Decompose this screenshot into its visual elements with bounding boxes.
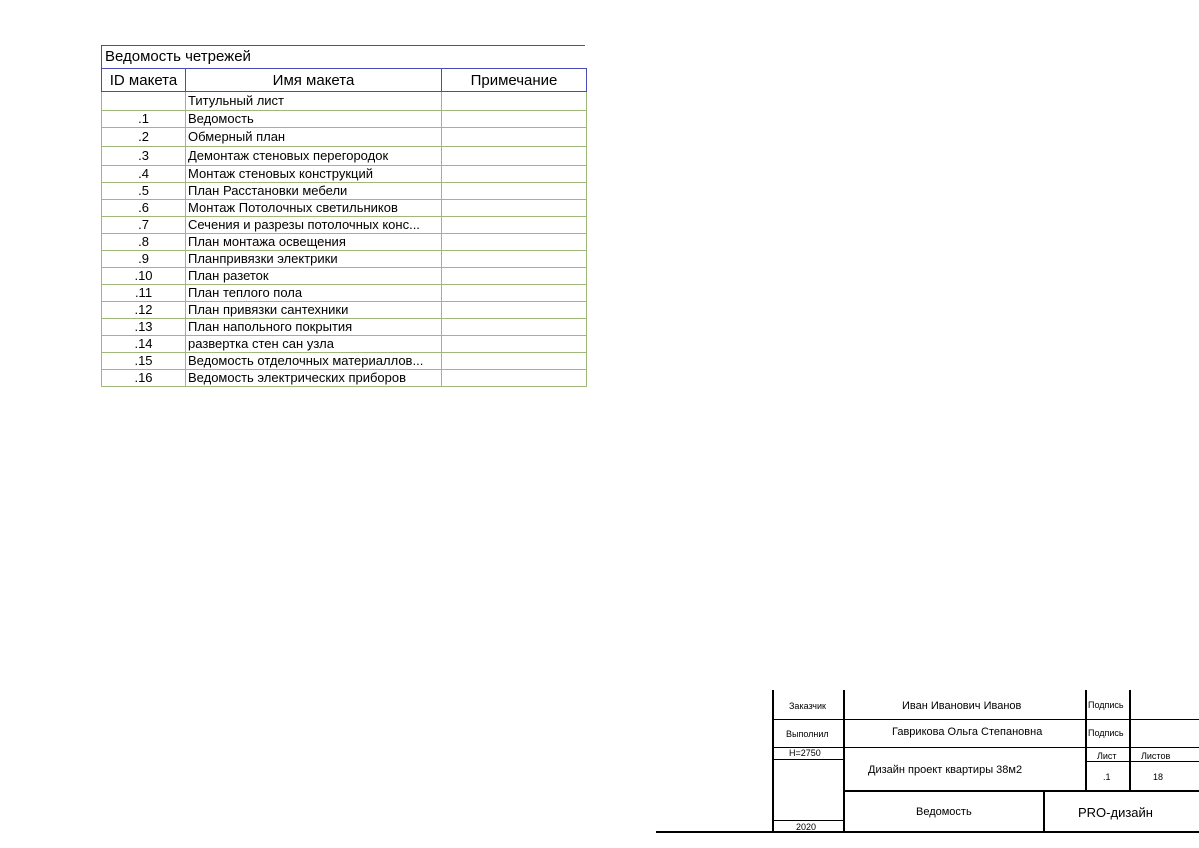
performer-name: Гаврикова Ольга Степановна xyxy=(892,726,1043,738)
cell-note xyxy=(442,370,587,387)
cell-id: .3 xyxy=(102,147,186,166)
cell-name: План Расстановки мебели xyxy=(186,183,442,200)
table-row xyxy=(102,285,587,302)
cell-id: .4 xyxy=(102,166,186,183)
column-header-name: Имя макета xyxy=(186,69,442,92)
cell-id: .8 xyxy=(102,234,186,251)
table-row xyxy=(102,319,587,336)
cell-name: План монтажа освещения xyxy=(186,234,442,251)
cell-id: .14 xyxy=(102,336,186,353)
cell-note xyxy=(442,217,587,234)
table-row xyxy=(102,128,587,147)
cell-id xyxy=(102,92,186,111)
cell-id: .13 xyxy=(102,319,186,336)
table-row xyxy=(102,336,587,353)
cell-id: .5 xyxy=(102,183,186,200)
cell-name: Титульный лист xyxy=(186,92,442,111)
cell-id: .16 xyxy=(102,370,186,387)
cell-name: План теплого пола xyxy=(186,285,442,302)
table-row xyxy=(102,268,587,285)
cell-name: План разеток xyxy=(186,268,442,285)
company-name: PRO-дизайн xyxy=(1078,805,1153,820)
table-row xyxy=(102,302,587,319)
table-header-row xyxy=(102,69,587,92)
column-header-note: Примечание xyxy=(442,69,587,92)
year: 2020 xyxy=(796,822,817,832)
signature-label-customer: Подпись xyxy=(1088,700,1124,710)
drawing-list-body xyxy=(102,92,587,387)
sheets-label: Листов xyxy=(1141,751,1171,761)
sheet-title: Ведомость четрежей xyxy=(101,45,585,68)
cell-name: Планпривязки электрики xyxy=(186,251,442,268)
sheet-number: .1 xyxy=(1103,772,1111,782)
cell-note xyxy=(442,128,587,147)
table-row xyxy=(102,217,587,234)
cell-id: .1 xyxy=(102,111,186,128)
cell-id: .9 xyxy=(102,251,186,268)
cell-name: Ведомость электрических приборов xyxy=(186,370,442,387)
table-row xyxy=(102,200,587,217)
table-row xyxy=(102,353,587,370)
cell-id: .12 xyxy=(102,302,186,319)
cell-note xyxy=(442,268,587,285)
table-row xyxy=(102,370,587,387)
cell-name: План напольного покрытия xyxy=(186,319,442,336)
cell-note xyxy=(442,353,587,370)
cell-id: .7 xyxy=(102,217,186,234)
column-header-id: ID макета xyxy=(102,69,186,92)
project-title: Дизайн проект квартиры 38м2 xyxy=(868,764,1023,776)
document-name: Ведомость xyxy=(916,806,972,818)
cell-note xyxy=(442,234,587,251)
table-row xyxy=(102,147,587,166)
cell-name: развертка стен сан узла xyxy=(186,336,442,353)
table-row xyxy=(102,92,587,111)
customer-label: Заказчик xyxy=(789,701,826,711)
cell-id: .2 xyxy=(102,128,186,147)
table-row xyxy=(102,251,587,268)
cell-name: Ведомость отделочных материаллов... xyxy=(186,353,442,370)
cell-name: Монтаж Потолочных светильников xyxy=(186,200,442,217)
cell-note xyxy=(442,285,587,302)
table-row xyxy=(102,111,587,128)
cell-name: Ведомость xyxy=(186,111,442,128)
cell-note xyxy=(442,92,587,111)
signature-label-performer: Подпись xyxy=(1088,728,1124,738)
customer-name: Иван Иванович Иванов xyxy=(902,700,1022,712)
cell-note xyxy=(442,147,587,166)
cell-note xyxy=(442,251,587,268)
sheets-total: 18 xyxy=(1153,772,1164,782)
cell-note xyxy=(442,336,587,353)
cell-note xyxy=(442,183,587,200)
cell-note xyxy=(442,319,587,336)
cell-id: .10 xyxy=(102,268,186,285)
table-row xyxy=(102,234,587,251)
table-row xyxy=(102,183,587,200)
height-label: H=2750 xyxy=(789,748,821,758)
cell-note xyxy=(442,111,587,128)
sheet-label: Лист xyxy=(1097,751,1117,761)
cell-id: .15 xyxy=(102,353,186,370)
table-row xyxy=(102,166,587,183)
cell-name: Сечения и разрезы потолочных конс... xyxy=(186,217,442,234)
cell-name: План привязки сантехники xyxy=(186,302,442,319)
cell-id: .6 xyxy=(102,200,186,217)
cell-id: .11 xyxy=(102,285,186,302)
cell-note xyxy=(442,166,587,183)
cell-name: Обмерный план xyxy=(186,128,442,147)
cell-name: Монтаж стеновых конструкций xyxy=(186,166,442,183)
cell-note xyxy=(442,302,587,319)
drawing-list-table xyxy=(101,68,587,387)
title-block xyxy=(656,690,1199,848)
cell-name: Демонтаж стеновых перегородок xyxy=(186,147,442,166)
performer-label: Выполнил xyxy=(786,729,829,739)
cell-note xyxy=(442,200,587,217)
